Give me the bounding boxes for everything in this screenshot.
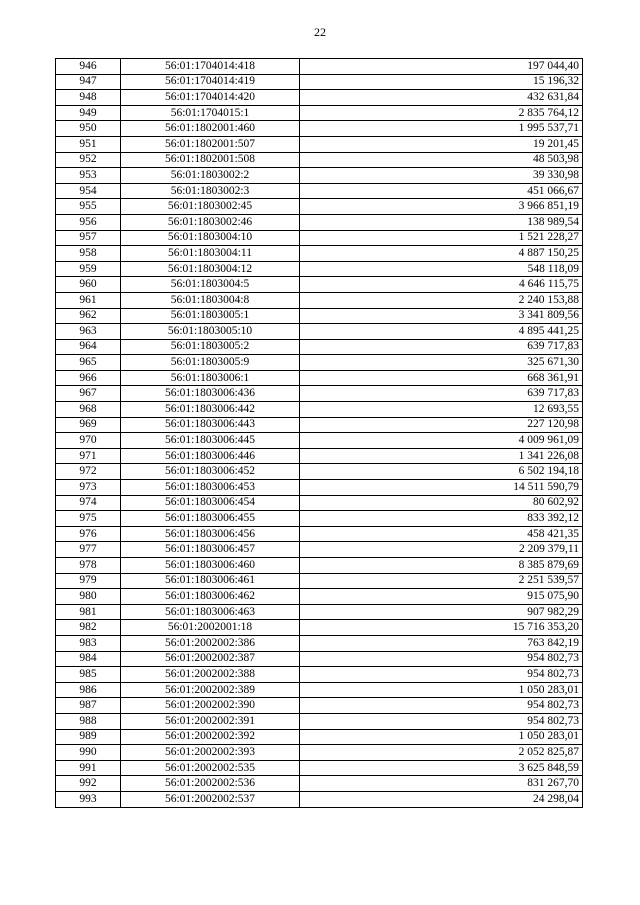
cadastral-value-cell: 954 802,73 bbox=[300, 698, 583, 714]
cadastral-number-cell: 56:01:2002002:389 bbox=[121, 682, 300, 698]
table-row bbox=[56, 183, 583, 199]
cadastral-number-cell: 56:01:2002001:18 bbox=[121, 620, 300, 636]
table-row bbox=[56, 355, 583, 371]
table-row bbox=[56, 386, 583, 402]
row-number-cell: 974 bbox=[56, 495, 121, 511]
cadastral-number-cell: 56:01:1803006:442 bbox=[121, 402, 300, 418]
cadastral-number-cell: 56:01:1803005:10 bbox=[121, 324, 300, 340]
cadastral-number-cell: 56:01:2002002:393 bbox=[121, 745, 300, 761]
cadastral-value-cell: 451 066,67 bbox=[300, 183, 583, 199]
cadastral-number-cell: 56:01:1803004:5 bbox=[121, 277, 300, 293]
table-row bbox=[56, 526, 583, 542]
cadastral-value-cell: 907 982,29 bbox=[300, 604, 583, 620]
cadastral-number-cell: 56:01:1803005:9 bbox=[121, 355, 300, 371]
cadastral-number-cell: 56:01:2002002:390 bbox=[121, 698, 300, 714]
cadastral-value-cell: 24 298,04 bbox=[300, 791, 583, 807]
cadastral-value-cell: 954 802,73 bbox=[300, 651, 583, 667]
row-number-cell: 959 bbox=[56, 261, 121, 277]
row-number-cell: 972 bbox=[56, 464, 121, 480]
table-row bbox=[56, 480, 583, 496]
cadastral-number-cell: 56:01:2002002:392 bbox=[121, 729, 300, 745]
cadastral-number-cell: 56:01:1803006:436 bbox=[121, 386, 300, 402]
cadastral-number-cell: 56:01:1803002:2 bbox=[121, 168, 300, 184]
table-row bbox=[56, 152, 583, 168]
cadastral-number-cell: 56:01:2002002:388 bbox=[121, 667, 300, 683]
row-number-cell: 992 bbox=[56, 776, 121, 792]
cadastral-number-cell: 56:01:2002002:536 bbox=[121, 776, 300, 792]
row-number-cell: 970 bbox=[56, 433, 121, 449]
cadastral-number-cell: 56:01:1704014:420 bbox=[121, 90, 300, 106]
cadastral-number-cell: 56:01:1803006:455 bbox=[121, 511, 300, 527]
cadastral-number-cell: 56:01:1803006:461 bbox=[121, 573, 300, 589]
row-number-cell: 975 bbox=[56, 511, 121, 527]
cadastral-value-cell: 3 625 848,59 bbox=[300, 760, 583, 776]
table-row bbox=[56, 214, 583, 230]
row-number-cell: 961 bbox=[56, 292, 121, 308]
row-number-cell: 973 bbox=[56, 480, 121, 496]
cadastral-value-cell: 197 044,40 bbox=[300, 59, 583, 75]
cadastral-value-cell: 4 009 961,09 bbox=[300, 433, 583, 449]
row-number-cell: 981 bbox=[56, 604, 121, 620]
table-row bbox=[56, 246, 583, 262]
cadastral-value-cell: 1 050 283,01 bbox=[300, 682, 583, 698]
cadastral-value-cell: 2 835 764,12 bbox=[300, 105, 583, 121]
cadastral-value-cell: 833 392,12 bbox=[300, 511, 583, 527]
table-row bbox=[56, 74, 583, 90]
table-row bbox=[56, 573, 583, 589]
table-row bbox=[56, 776, 583, 792]
cadastral-value-cell: 915 075,90 bbox=[300, 589, 583, 605]
table-row bbox=[56, 760, 583, 776]
row-number-cell: 957 bbox=[56, 230, 121, 246]
cadastral-value-table bbox=[55, 58, 583, 808]
cadastral-value-cell: 12 693,55 bbox=[300, 402, 583, 418]
cadastral-number-cell: 56:01:2002002:535 bbox=[121, 760, 300, 776]
cadastral-value-cell: 48 503,98 bbox=[300, 152, 583, 168]
cadastral-value-cell: 954 802,73 bbox=[300, 667, 583, 683]
cadastral-number-cell: 56:01:1803006:456 bbox=[121, 526, 300, 542]
table-row bbox=[56, 667, 583, 683]
cadastral-value-cell: 3 966 851,19 bbox=[300, 199, 583, 215]
row-number-cell: 962 bbox=[56, 308, 121, 324]
table-row bbox=[56, 417, 583, 433]
cadastral-number-cell: 56:01:1802001:507 bbox=[121, 136, 300, 152]
table-row bbox=[56, 698, 583, 714]
row-number-cell: 958 bbox=[56, 246, 121, 262]
cadastral-value-cell: 3 341 809,56 bbox=[300, 308, 583, 324]
cadastral-value-cell: 432 631,84 bbox=[300, 90, 583, 106]
cadastral-value-cell: 2 052 825,87 bbox=[300, 745, 583, 761]
cadastral-number-cell: 56:01:1802001:508 bbox=[121, 152, 300, 168]
row-number-cell: 955 bbox=[56, 199, 121, 215]
cadastral-value-cell: 325 671,30 bbox=[300, 355, 583, 371]
cadastral-value-cell: 4 895 441,25 bbox=[300, 324, 583, 340]
cadastral-value-cell: 14 511 590,79 bbox=[300, 480, 583, 496]
cadastral-number-cell: 56:01:2002002:387 bbox=[121, 651, 300, 667]
row-number-cell: 988 bbox=[56, 713, 121, 729]
table-row bbox=[56, 589, 583, 605]
cadastral-number-cell: 56:01:1803004:11 bbox=[121, 246, 300, 262]
row-number-cell: 960 bbox=[56, 277, 121, 293]
table-row bbox=[56, 791, 583, 807]
cadastral-value-cell: 19 201,45 bbox=[300, 136, 583, 152]
cadastral-value-cell: 639 717,83 bbox=[300, 386, 583, 402]
cadastral-number-cell: 56:01:1803006:453 bbox=[121, 480, 300, 496]
row-number-cell: 965 bbox=[56, 355, 121, 371]
row-number-cell: 954 bbox=[56, 183, 121, 199]
cadastral-value-cell: 1 521 228,27 bbox=[300, 230, 583, 246]
cadastral-number-cell: 56:01:2002002:386 bbox=[121, 635, 300, 651]
row-number-cell: 950 bbox=[56, 121, 121, 137]
row-number-cell: 951 bbox=[56, 136, 121, 152]
table-row bbox=[56, 339, 583, 355]
row-number-cell: 947 bbox=[56, 74, 121, 90]
table-row bbox=[56, 558, 583, 574]
row-number-cell: 986 bbox=[56, 682, 121, 698]
table-row bbox=[56, 448, 583, 464]
cadastral-number-cell: 56:01:1803005:2 bbox=[121, 339, 300, 355]
page-number: 22 bbox=[314, 25, 326, 39]
row-number-cell: 990 bbox=[56, 745, 121, 761]
table-row bbox=[56, 277, 583, 293]
row-number-cell: 983 bbox=[56, 635, 121, 651]
cadastral-number-cell: 56:01:1803006:1 bbox=[121, 370, 300, 386]
row-number-cell: 964 bbox=[56, 339, 121, 355]
cadastral-number-cell: 56:01:1803006:443 bbox=[121, 417, 300, 433]
table-row bbox=[56, 324, 583, 340]
cadastral-value-cell: 80 602,92 bbox=[300, 495, 583, 511]
cadastral-number-cell: 56:01:1803005:1 bbox=[121, 308, 300, 324]
cadastral-number-cell: 56:01:1803006:460 bbox=[121, 558, 300, 574]
table-row bbox=[56, 199, 583, 215]
cadastral-number-cell: 56:01:1803006:445 bbox=[121, 433, 300, 449]
row-number-cell: 993 bbox=[56, 791, 121, 807]
cadastral-number-cell: 56:01:1803002:3 bbox=[121, 183, 300, 199]
row-number-cell: 948 bbox=[56, 90, 121, 106]
cadastral-number-cell: 56:01:1704015:1 bbox=[121, 105, 300, 121]
cadastral-number-cell: 56:01:1803006:452 bbox=[121, 464, 300, 480]
table-row bbox=[56, 604, 583, 620]
row-number-cell: 977 bbox=[56, 542, 121, 558]
cadastral-value-cell: 227 120,98 bbox=[300, 417, 583, 433]
cadastral-value-cell: 1 341 226,08 bbox=[300, 448, 583, 464]
table-row bbox=[56, 433, 583, 449]
row-number-cell: 966 bbox=[56, 370, 121, 386]
cadastral-value-cell: 4 646 115,75 bbox=[300, 277, 583, 293]
cadastral-value-cell: 8 385 879,69 bbox=[300, 558, 583, 574]
row-number-cell: 987 bbox=[56, 698, 121, 714]
cadastral-number-cell: 56:01:1803006:454 bbox=[121, 495, 300, 511]
cadastral-value-cell: 763 842,19 bbox=[300, 635, 583, 651]
row-number-cell: 952 bbox=[56, 152, 121, 168]
table-row bbox=[56, 682, 583, 698]
cadastral-value-cell: 2 251 539,57 bbox=[300, 573, 583, 589]
row-number-cell: 949 bbox=[56, 105, 121, 121]
cadastral-number-cell: 56:01:1803006:462 bbox=[121, 589, 300, 605]
cadastral-number-cell: 56:01:1803004:12 bbox=[121, 261, 300, 277]
cadastral-number-cell: 56:01:1803002:45 bbox=[121, 199, 300, 215]
row-number-cell: 969 bbox=[56, 417, 121, 433]
table-row bbox=[56, 230, 583, 246]
cadastral-number-cell: 56:01:2002002:537 bbox=[121, 791, 300, 807]
cadastral-number-cell: 56:01:1803004:8 bbox=[121, 292, 300, 308]
table-row bbox=[56, 651, 583, 667]
table-row bbox=[56, 105, 583, 121]
table-row bbox=[56, 713, 583, 729]
row-number-cell: 989 bbox=[56, 729, 121, 745]
table-row bbox=[56, 511, 583, 527]
row-number-cell: 985 bbox=[56, 667, 121, 683]
cadastral-value-cell: 15 196,32 bbox=[300, 74, 583, 90]
cadastral-number-cell: 56:01:1803006:446 bbox=[121, 448, 300, 464]
table-row bbox=[56, 90, 583, 106]
table-row bbox=[56, 464, 583, 480]
table-row bbox=[56, 121, 583, 137]
cadastral-value-cell: 2 240 153,88 bbox=[300, 292, 583, 308]
table-row bbox=[56, 308, 583, 324]
row-number-cell: 963 bbox=[56, 324, 121, 340]
cadastral-number-cell: 56:01:1802001:460 bbox=[121, 121, 300, 137]
cadastral-number-cell: 56:01:1704014:419 bbox=[121, 74, 300, 90]
row-number-cell: 956 bbox=[56, 214, 121, 230]
row-number-cell: 946 bbox=[56, 59, 121, 75]
table-row bbox=[56, 495, 583, 511]
cadastral-value-cell: 2 209 379,11 bbox=[300, 542, 583, 558]
cadastral-value-cell: 1 050 283,01 bbox=[300, 729, 583, 745]
table-row bbox=[56, 168, 583, 184]
cadastral-value-cell: 668 361,91 bbox=[300, 370, 583, 386]
cadastral-number-cell: 56:01:1803002:46 bbox=[121, 214, 300, 230]
cadastral-value-cell: 954 802,73 bbox=[300, 713, 583, 729]
cadastral-value-cell: 138 989,54 bbox=[300, 214, 583, 230]
table-row bbox=[56, 402, 583, 418]
table-row bbox=[56, 261, 583, 277]
cadastral-number-cell: 56:01:1803006:457 bbox=[121, 542, 300, 558]
cadastral-number-cell: 56:01:2002002:391 bbox=[121, 713, 300, 729]
table-row bbox=[56, 542, 583, 558]
row-number-cell: 982 bbox=[56, 620, 121, 636]
row-number-cell: 967 bbox=[56, 386, 121, 402]
cadastral-value-cell: 458 421,35 bbox=[300, 526, 583, 542]
cadastral-number-cell: 56:01:1803004:10 bbox=[121, 230, 300, 246]
table-row bbox=[56, 635, 583, 651]
table-row bbox=[56, 729, 583, 745]
row-number-cell: 978 bbox=[56, 558, 121, 574]
cadastral-number-cell: 56:01:1803006:463 bbox=[121, 604, 300, 620]
table-body bbox=[56, 59, 583, 808]
table-row bbox=[56, 136, 583, 152]
row-number-cell: 991 bbox=[56, 760, 121, 776]
row-number-cell: 984 bbox=[56, 651, 121, 667]
table-row bbox=[56, 370, 583, 386]
table-row bbox=[56, 745, 583, 761]
cadastral-value-cell: 831 267,70 bbox=[300, 776, 583, 792]
row-number-cell: 968 bbox=[56, 402, 121, 418]
row-number-cell: 979 bbox=[56, 573, 121, 589]
row-number-cell: 971 bbox=[56, 448, 121, 464]
row-number-cell: 976 bbox=[56, 526, 121, 542]
cadastral-value-cell: 1 995 537,71 bbox=[300, 121, 583, 137]
cadastral-number-cell: 56:01:1704014:418 bbox=[121, 59, 300, 75]
table-row bbox=[56, 292, 583, 308]
row-number-cell: 980 bbox=[56, 589, 121, 605]
cadastral-value-cell: 6 502 194,18 bbox=[300, 464, 583, 480]
cadastral-value-cell: 39 330,98 bbox=[300, 168, 583, 184]
cadastral-value-cell: 15 716 353,20 bbox=[300, 620, 583, 636]
table-row bbox=[56, 620, 583, 636]
table-row bbox=[56, 59, 583, 75]
cadastral-value-cell: 4 887 150,25 bbox=[300, 246, 583, 262]
row-number-cell: 953 bbox=[56, 168, 121, 184]
cadastral-value-cell: 639 717,83 bbox=[300, 339, 583, 355]
cadastral-value-cell: 548 118,09 bbox=[300, 261, 583, 277]
